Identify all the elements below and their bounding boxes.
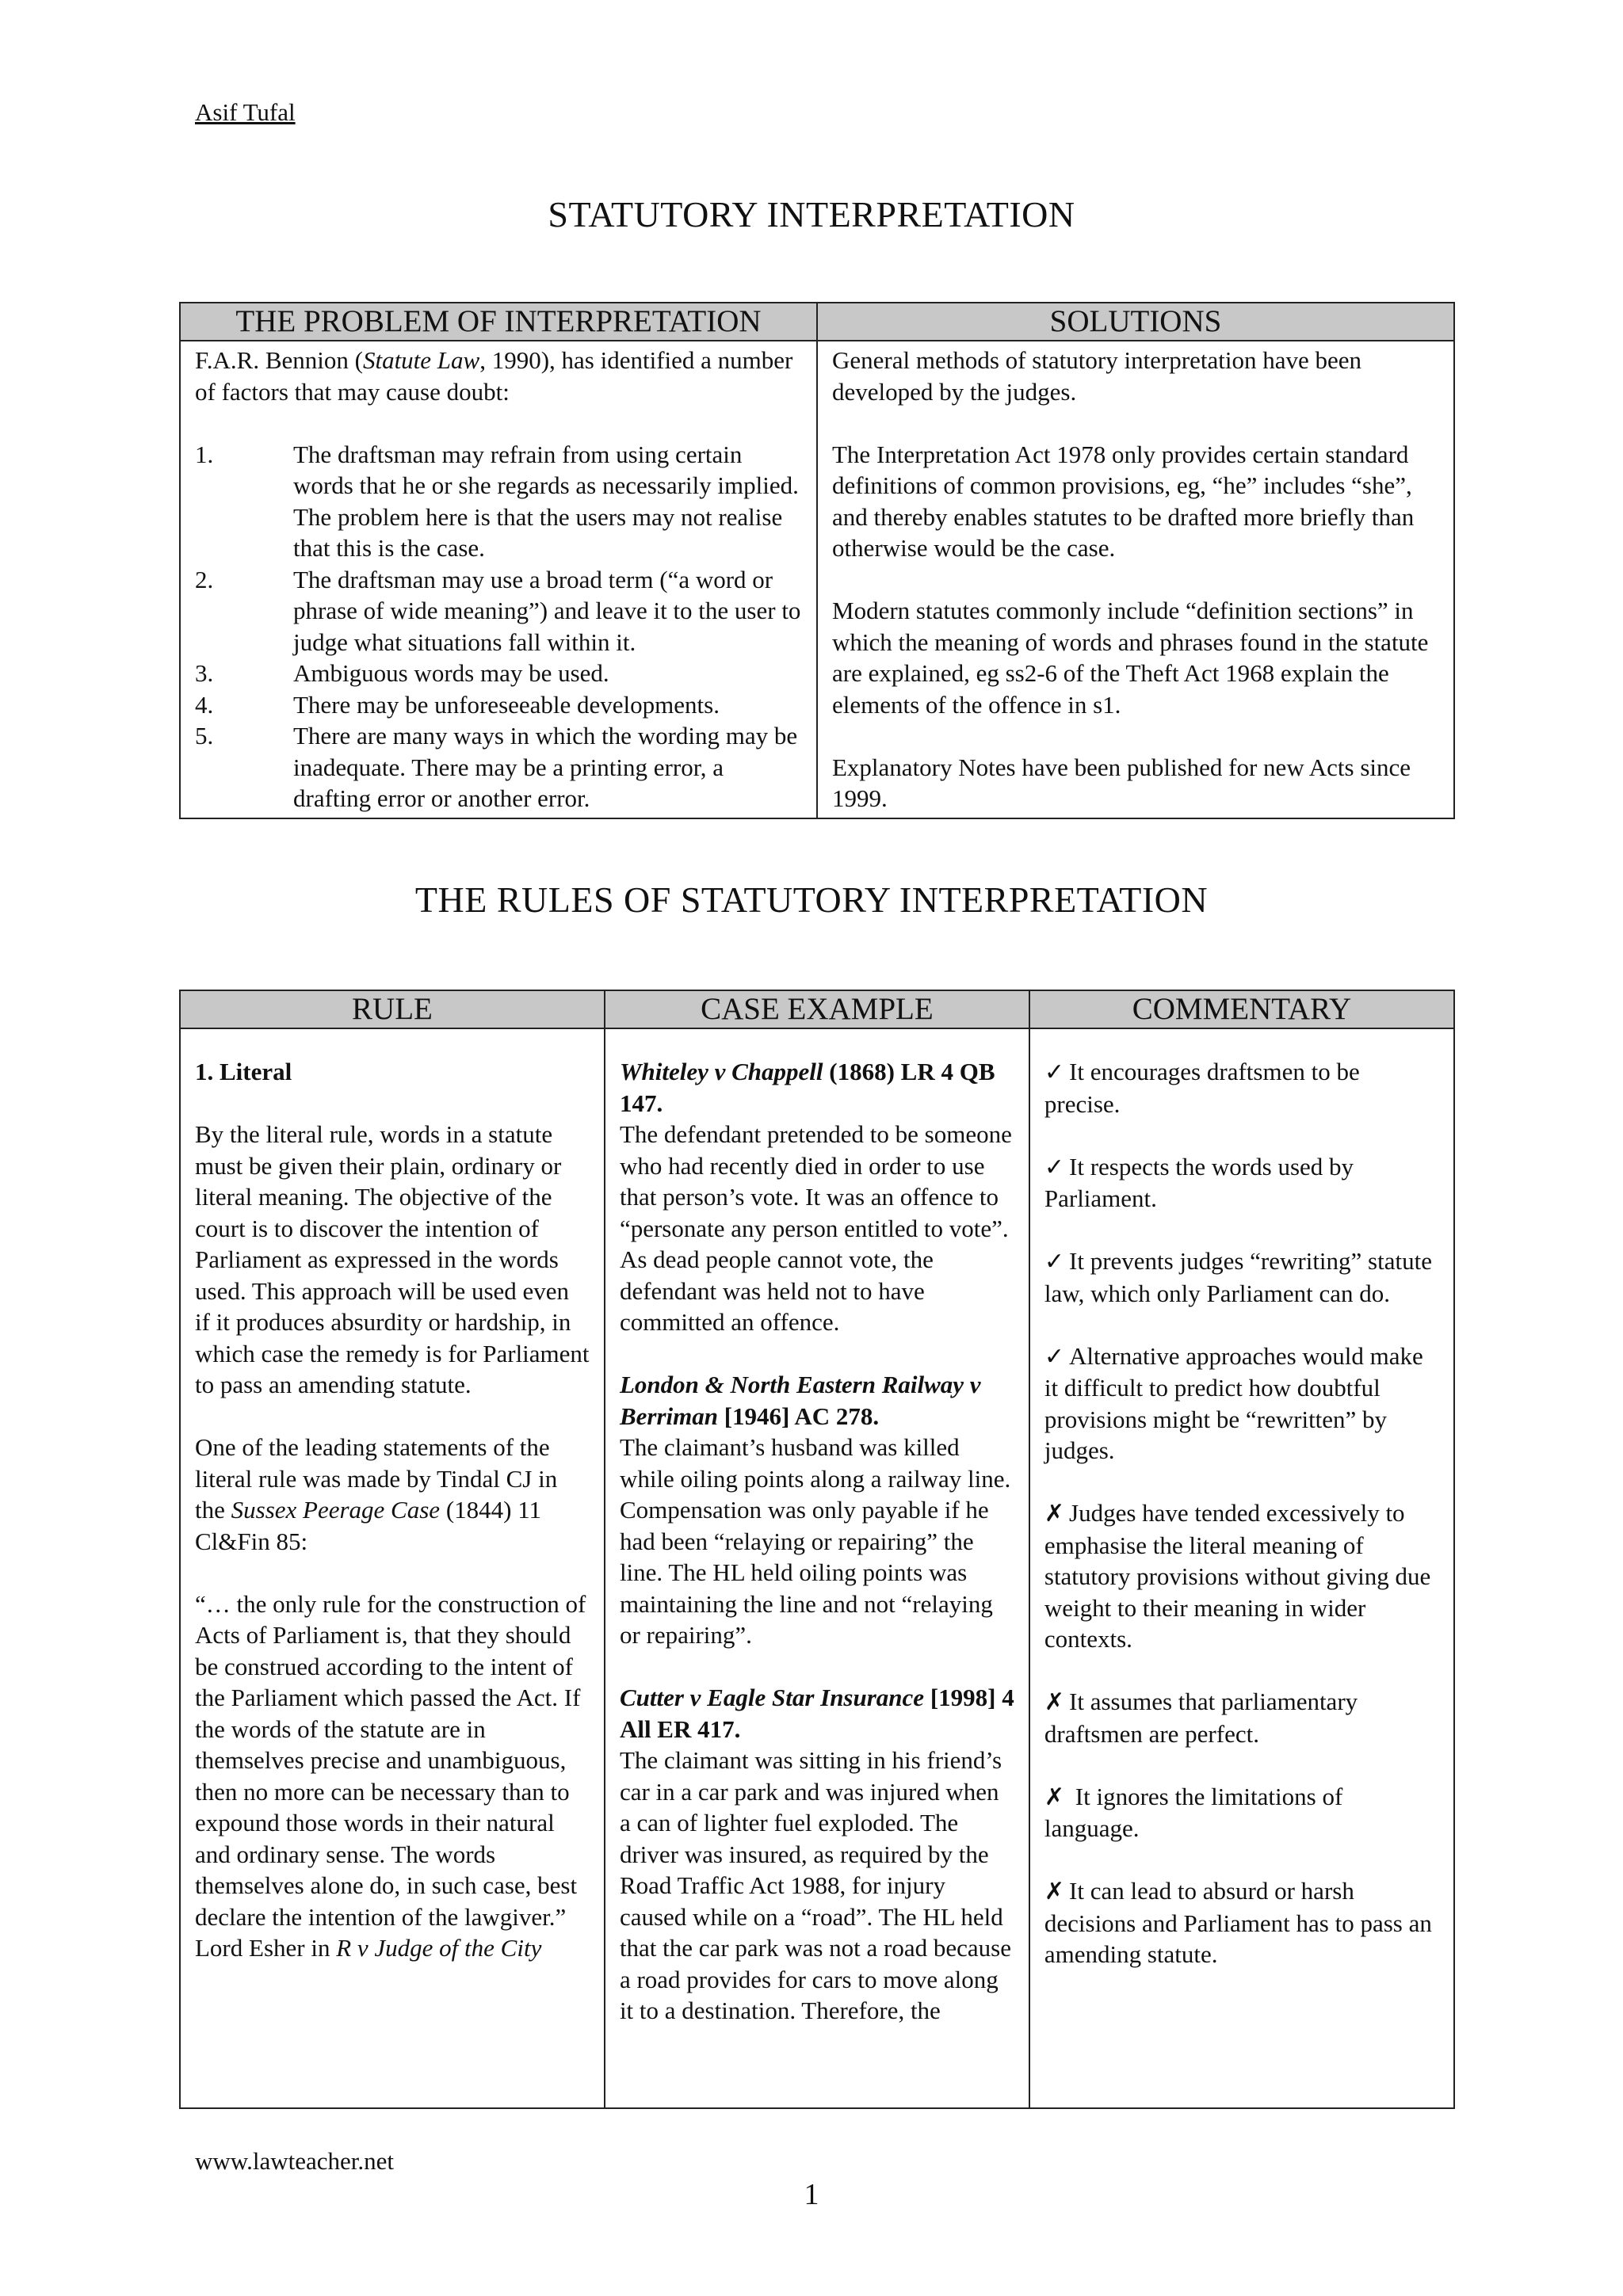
- list-item: 5. There are many ways in which the wording may be inadequate. There may be a printing error, a drafting error or another error.: [195, 722, 798, 812]
- footer-url: www.lawteacher.net: [195, 2147, 395, 2175]
- doubt-factor-list: [195, 439, 802, 814]
- rule-quote: “… the only rule for the construction of Acts of Parliament is, that they should be construed according to the intent of the Parliament which passed the Act. If the words of the statute are in themselves precise and unambiguous, then no more can be necessary than to expound those words in their natural and ordinary sense. The words themselves alone do, in such case, best declare the intention of the lawgiver.”: [195, 1589, 586, 1931]
- commentary-column-header: COMMENTARY: [1029, 990, 1454, 1028]
- commentary-point: ✗ It assumes that parliamentary draftsmen are perfect.: [1044, 1688, 1358, 1748]
- cross-icon: ✗: [1044, 1688, 1065, 1716]
- page-number: 1: [804, 2178, 819, 2211]
- book-title: Statute Law: [362, 346, 480, 374]
- cross-icon: ✗: [1044, 1783, 1065, 1811]
- rule-attribution: Lord Esher in R v Judge of the City: [195, 1934, 542, 1962]
- commentary-point: ✓ It respects the words used by Parliament.: [1044, 1152, 1354, 1212]
- case-citation: Whiteley v Chappell (1868) LR 4 QB 147.: [619, 1058, 995, 1117]
- commentary-point: ✗ It can lead to absurd or harsh decisions and Parliament has to pass an amending statute.: [1044, 1877, 1432, 1968]
- rules-section-title: THE RULES OF STATUTORY INTERPRETATION: [414, 879, 1209, 920]
- solution-paragraph: Explanatory Notes have been published for new Acts since 1999.: [832, 753, 1411, 812]
- case-cell: [605, 1028, 1029, 2108]
- list-item: 2. The draftsman may use a broad term (“a word or phrase of wide meaning”) and leave it to the user to judge what situations fall within it.: [195, 565, 801, 656]
- solution-paragraph: The Interpretation Act 1978 only provides certain standard definitions of common provisions, eg, “he” includes “she”, and thereby enables statutes to be drafted more briefly than otherwise would be the case.: [832, 440, 1415, 562]
- list-item: 4. There may be unforeseeable developments.: [195, 690, 720, 719]
- rule-cell: [180, 1028, 605, 2108]
- rule-description: By the literal rule, words in a statute must be given their plain, ordinary or literal meaning. The objective of the court is to discover the intention of Parliament as expressed in the words used. This approach will be used even if it produces absurdity or hardship, in which case the remedy is for Parliament to pass an amending statute.: [195, 1120, 590, 1398]
- case-summary: The defendant pretended to be someone who had recently died in order to use that person’s vote. It was an offence to “personate any person entitled to vote”. As dead people cannot vote, the defendant was held not to have committed an offence.: [619, 1120, 1012, 1336]
- case-column-header: CASE EXAMPLE: [605, 990, 1029, 1028]
- check-icon: ✓: [1044, 1248, 1065, 1276]
- rule-statement: One of the leading statements of the literal rule was made by Tindal CJ in the Sussex Peerage Case (1844) 11 Cl&Fin 85:: [195, 1433, 558, 1555]
- commentary-point: ✓ Alternative approaches would make it difficult to predict how doubtful provisions might be “rewritten” by judges.: [1044, 1341, 1423, 1464]
- commentary-cell: [1029, 1028, 1454, 2108]
- problem-column-header: THE PROBLEM OF INTERPRETATION: [180, 303, 817, 341]
- commentary-point: ✗ It ignores the limitations of language.: [1044, 1782, 1343, 1842]
- rule-heading: 1. Literal: [195, 1058, 292, 1085]
- list-item: 3. Ambiguous words may be used.: [195, 659, 609, 687]
- list-item: 1. The draftsman may refrain from using certain words that he or she regards as necessarily implied. The problem here is that the users may not realise that this is the case.: [195, 440, 799, 562]
- cross-icon: ✗: [1044, 1878, 1065, 1905]
- check-icon: ✓: [1044, 1153, 1065, 1181]
- case-summary: The claimant’s husband was killed while oiling points along a railway line. Compensation was only payable if he had been “relaying or repairing” the line. The HL held oiling points was maintaining the line and not “relaying or repairing”.: [619, 1433, 1011, 1649]
- case-summary: The claimant was sitting in his friend’s car in a car park and was injured when a can of lighter fuel exploded. The driver was insured, as required by the Road Traffic Act 1988, for injury caused while on a “road”. The HL held that the car park was not a road because a road provides for cars to move along it to a destination. Therefore, the: [619, 1746, 1011, 2024]
- problem-cell: [180, 341, 817, 818]
- author-name: Asif Tufal: [195, 98, 296, 126]
- case-citation: London & North Eastern Railway v Berriman [1946] AC 278.: [619, 1371, 981, 1430]
- rule-column-header: RULE: [180, 990, 605, 1028]
- cross-icon: ✗: [1044, 1500, 1065, 1527]
- solution-paragraph: Modern statutes commonly include “definition sections” in which the meaning of words and phrases found in the statute are explained, eg ss2-6 of the Theft Act 1968 explain the elements of the offence in s1.: [832, 597, 1429, 719]
- solution-paragraph: General methods of statutory interpretation have been developed by the judges.: [832, 346, 1361, 406]
- case-name: Sussex Peerage Case: [231, 1496, 441, 1524]
- solutions-column-header: SOLUTIONS: [817, 303, 1454, 341]
- check-icon: ✓: [1044, 1058, 1065, 1086]
- commentary-point: ✗ Judges have tended excessively to emphasise the literal meaning of statutory provisions without giving due weight to their meaning in wider contexts.: [1044, 1499, 1431, 1653]
- case-name: R v Judge of the City: [336, 1934, 542, 1962]
- commentary-point: ✓ It encourages draftsmen to be precise.: [1044, 1058, 1360, 1118]
- case-citation: Cutter v Eagle Star Insurance [1998] 4 All ER 417.: [619, 1684, 1014, 1743]
- commentary-point: ✓ It prevents judges “rewriting” statute law, which only Parliament can do.: [1044, 1247, 1432, 1307]
- bennion-intro: F.A.R. Bennion (Statute Law, 1990), has identified a number of factors that may cause doubt:: [195, 346, 793, 406]
- rules-table: [179, 990, 1455, 2109]
- problem-table: [179, 302, 1455, 819]
- check-icon: ✓: [1044, 1342, 1065, 1371]
- solutions-cell: [817, 341, 1454, 818]
- page-title: STATUTORY INTERPRETATION: [548, 194, 1075, 235]
